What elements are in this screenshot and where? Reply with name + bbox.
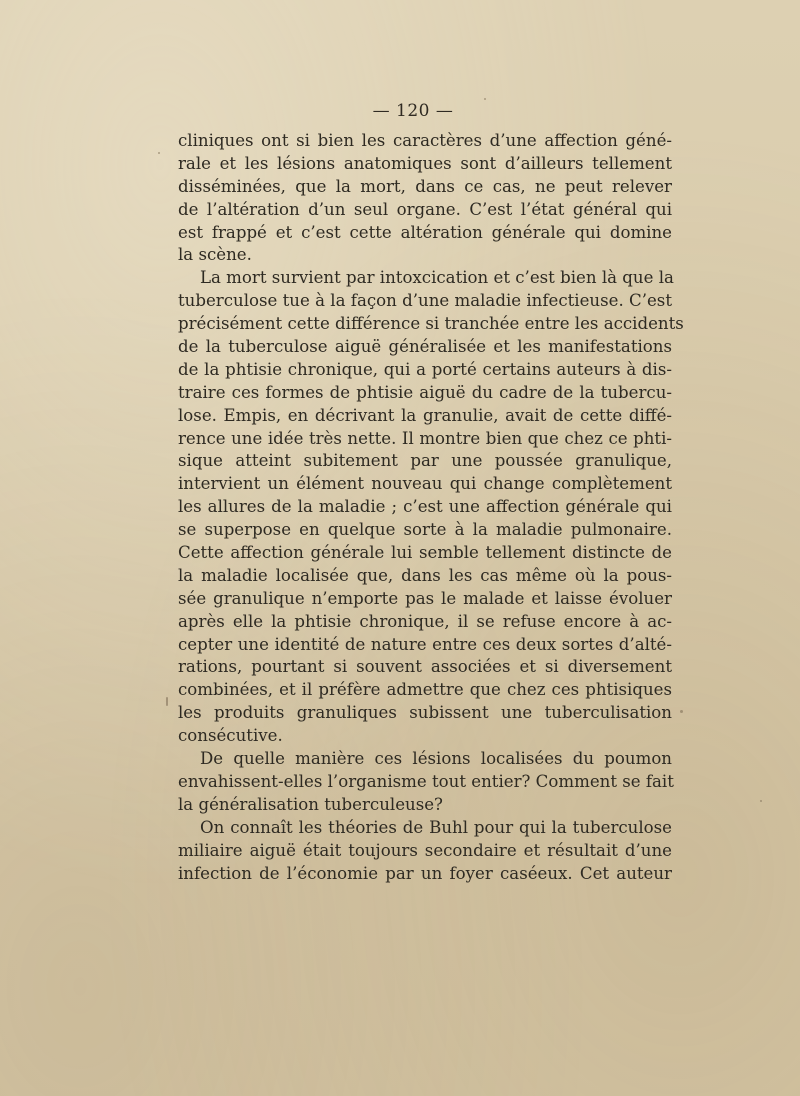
text-line: envahissent-elles l’organisme tout entier? Comment se fait xyxy=(178,771,674,791)
text-line: rence une idée très nette. Il montre bien que chez ce phti- xyxy=(178,428,672,448)
text-line: sée granulique n’emporte pas le malade et laisse évoluer xyxy=(178,588,672,608)
text-line: miliaire aiguë était toujours secondaire et résultait d’une xyxy=(178,840,672,860)
text-line: les produits granuliques subissent une tuberculisation xyxy=(178,703,672,723)
text-line: cliniques ont si bien les caractères d’une affection géné- xyxy=(178,131,672,150)
text-line: disséminées, que la mort, dans ce cas, ne peut relever xyxy=(178,176,672,196)
paper-speck xyxy=(166,697,168,706)
text-line: combinées, et il préfère admettre que chez ces phtisiques xyxy=(178,680,672,700)
text-line: sique atteint subitement par une poussée granulique, xyxy=(178,451,672,471)
text-line: la maladie localisée que, dans les cas même où la pous- xyxy=(178,565,672,585)
text-line: la généralisation tuberculeuse? xyxy=(178,794,443,814)
text-line: cepter une identité de nature entre ces deux sortes d’alté- xyxy=(178,634,672,654)
text-line: précisément cette différence si tranchée entre les accidents xyxy=(178,314,684,334)
text-line: tuberculose tue à la façon d’une maladie infectieuse. C’est xyxy=(178,291,672,311)
text-line: les allures de la maladie ; c’est une affection générale qui xyxy=(178,497,672,517)
text-line: De quelle manière ces lésions localisées du poumon xyxy=(200,749,672,769)
paper-speck xyxy=(760,800,762,802)
text-line: La mort survient par intoxcication et c’est bien là que la xyxy=(200,268,674,288)
text-line: consécutive. xyxy=(178,726,283,746)
text-line: On connaît les théories de Buhl pour qui la tuberculose xyxy=(200,817,672,837)
page-number: — 120 — xyxy=(372,101,454,121)
text-line: de la tuberculose aiguë généralisée et les manifestations xyxy=(178,337,672,357)
text-line: traire ces formes de phtisie aiguë du cadre de la tubercu- xyxy=(178,382,672,402)
text-line: lose. Empis, en décrivant la granulie, avait de cette diffé- xyxy=(178,405,672,425)
paper-speck xyxy=(158,152,160,154)
paper-speck xyxy=(680,710,683,713)
text-line: la scène. xyxy=(178,245,252,265)
text-line: après elle la phtisie chronique, il se refuse encore à ac- xyxy=(178,611,672,631)
text-line: est frappé et c’est cette altération générale qui domine xyxy=(178,222,672,242)
text-line: de l’altération d’un seul organe. C’est l’état général qui xyxy=(178,199,672,219)
text-line: infection de l’économie par un foyer caséeux. Cet auteur xyxy=(178,863,672,883)
text-line: de la phtisie chronique, qui a porté certains auteurs à dis- xyxy=(178,359,672,379)
text-line: Cette affection générale lui semble tellement distincte de xyxy=(178,543,672,563)
text-line: se superpose en quelque sorte à la maladie pulmonaire. xyxy=(178,520,672,540)
text-line: rale et les lésions anatomiques sont d’ailleurs tellement xyxy=(178,153,672,173)
text-line: rations, pourtant si souvent associées et si diversement xyxy=(178,657,672,677)
text-line: intervient un élément nouveau qui change complètement xyxy=(178,474,672,494)
body-text xyxy=(178,130,684,885)
paper-speck xyxy=(484,98,486,100)
